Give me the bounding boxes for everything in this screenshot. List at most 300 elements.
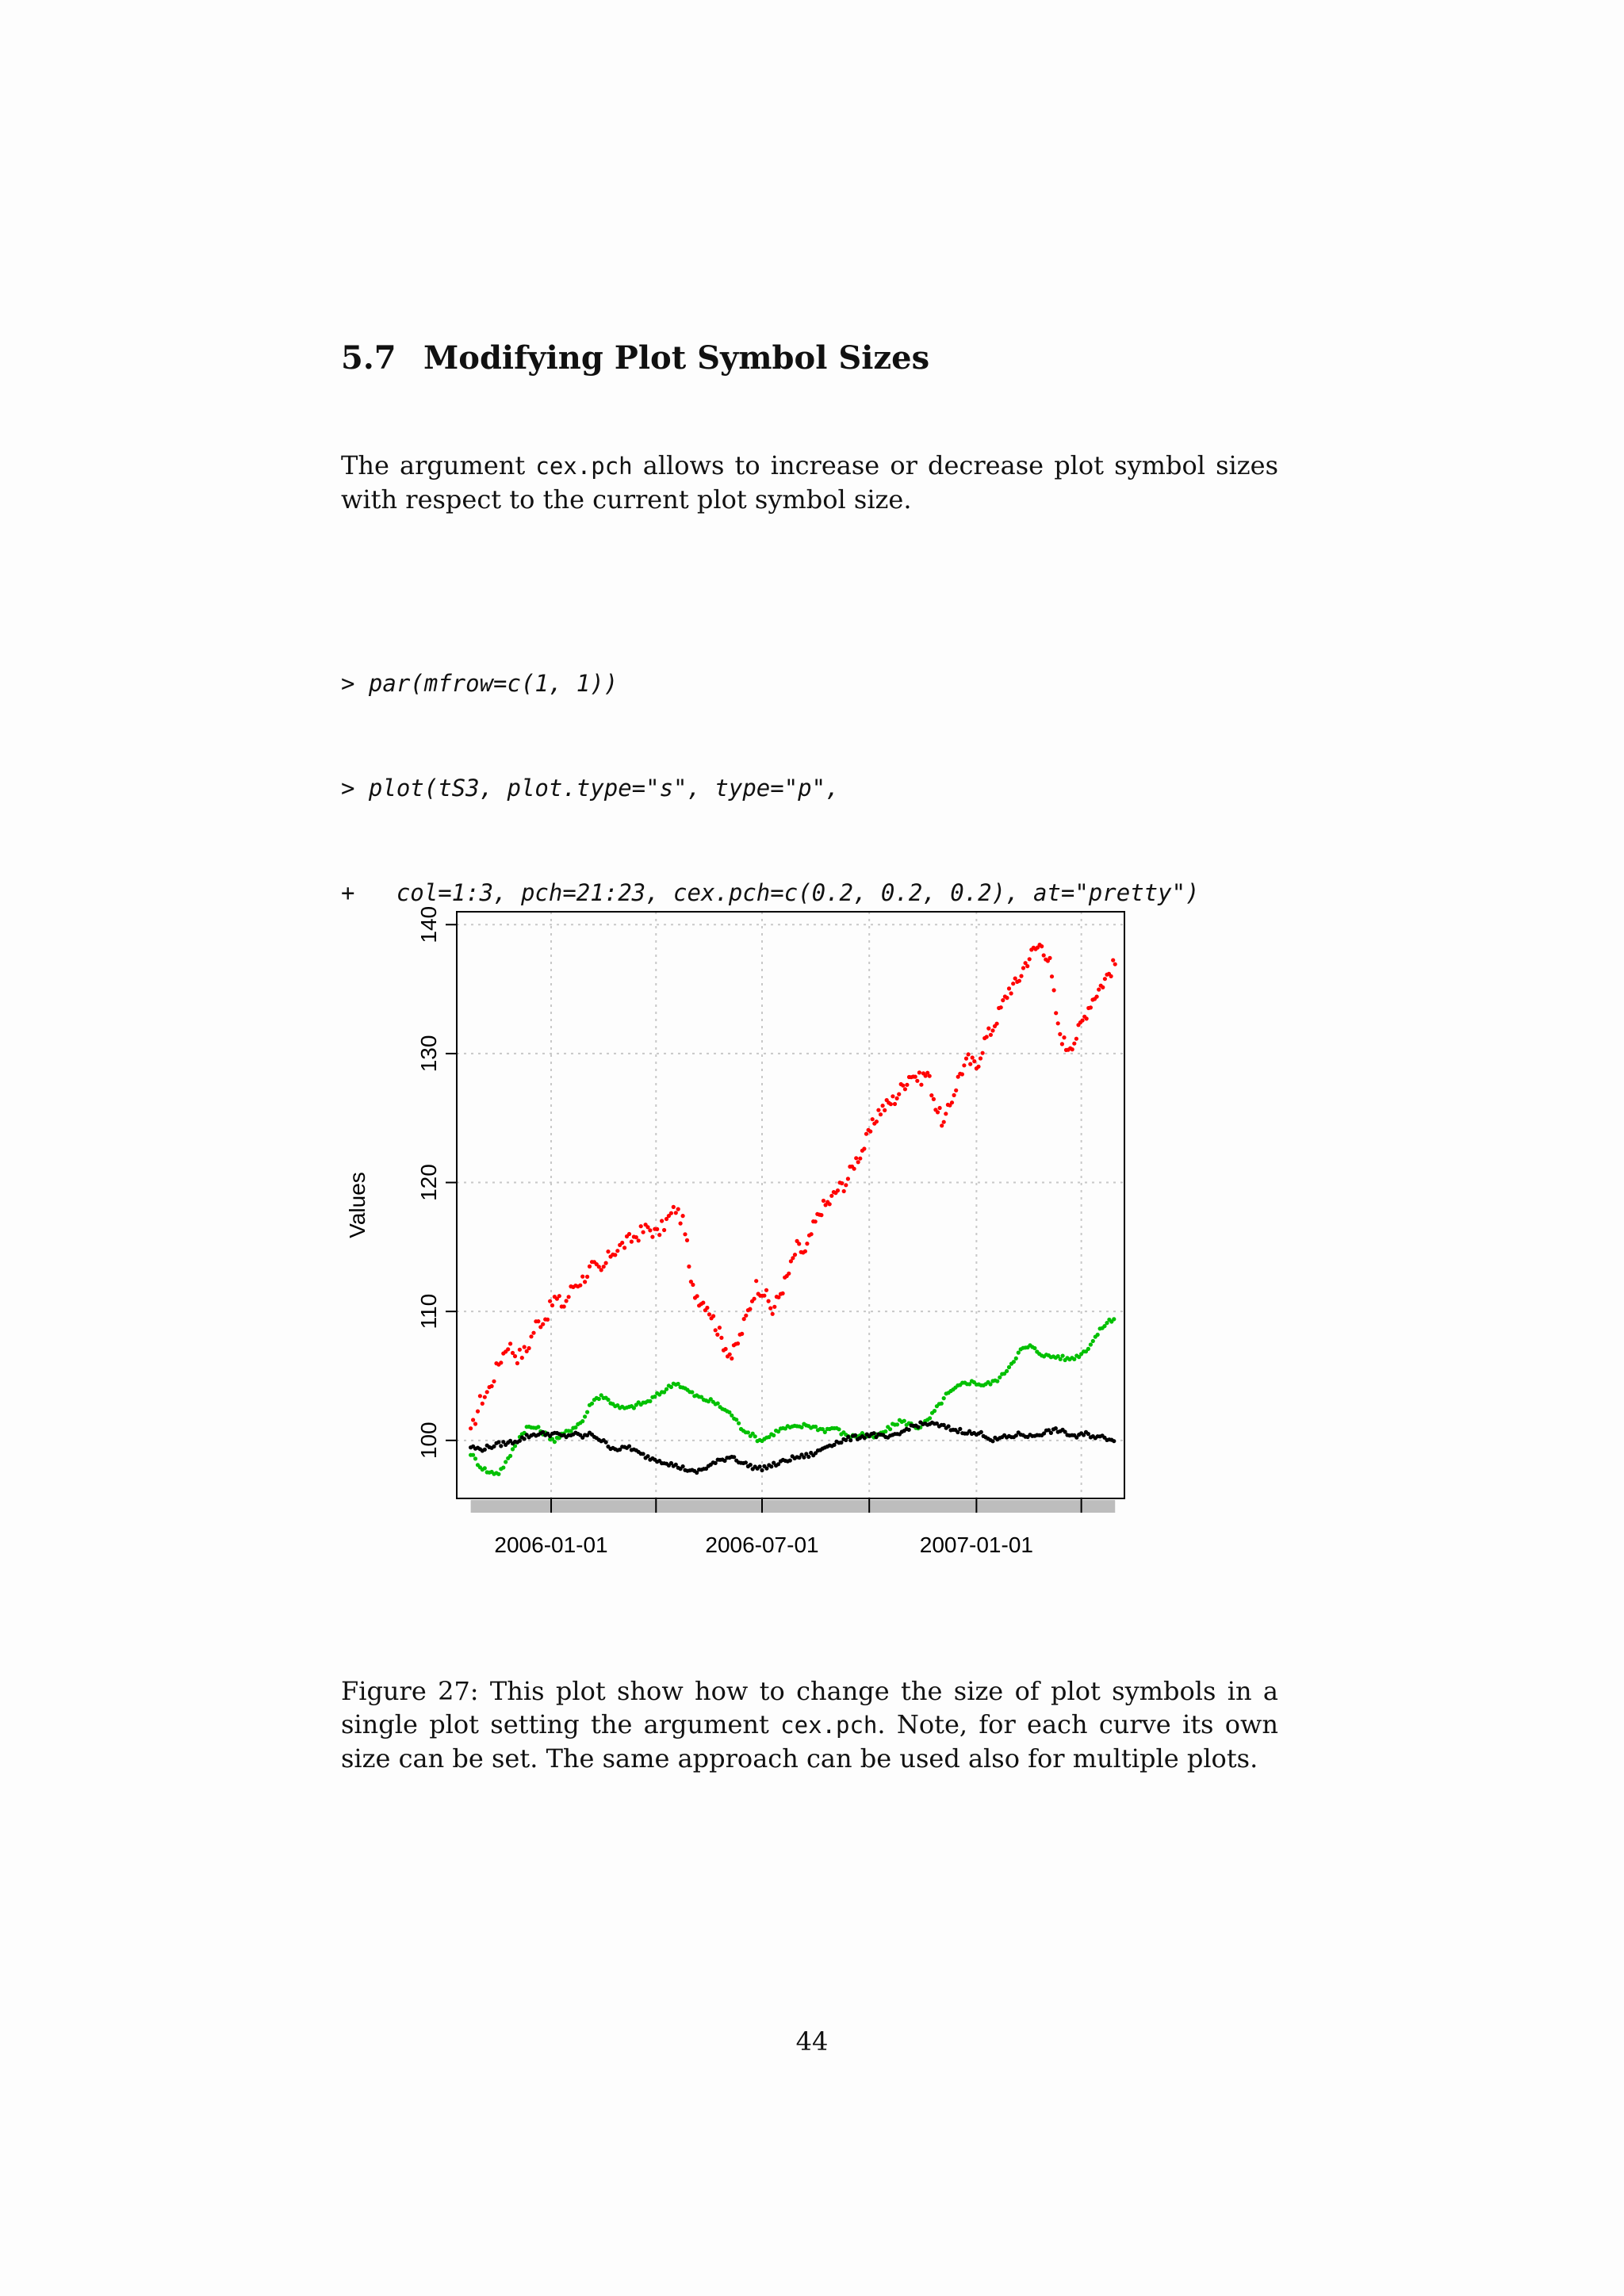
data-points <box>469 943 1117 1476</box>
x-tick-label: 2007-01-01 <box>919 1533 1033 1557</box>
data-point <box>868 1130 872 1134</box>
data-point <box>518 1348 522 1352</box>
data-point <box>691 1283 695 1287</box>
data-point <box>627 1445 631 1448</box>
y-tick-label: 130 <box>416 1035 441 1073</box>
data-point <box>1014 1357 1018 1360</box>
data-point <box>979 1430 983 1434</box>
y-tick-label: 100 <box>416 1422 441 1460</box>
data-point <box>872 1431 876 1435</box>
data-point <box>508 1341 512 1345</box>
data-point <box>685 1238 689 1242</box>
data-point <box>496 1440 500 1444</box>
data-point <box>604 1441 608 1445</box>
data-point <box>513 1354 517 1358</box>
data-point <box>797 1242 801 1246</box>
data-point <box>888 1427 892 1431</box>
data-point <box>602 1265 606 1269</box>
data-point <box>518 1439 522 1443</box>
data-point <box>915 1079 919 1083</box>
data-point <box>960 1072 964 1076</box>
y-axis-label: Values <box>345 1172 370 1238</box>
data-point <box>1058 1032 1062 1036</box>
data-point <box>496 1472 500 1476</box>
data-point <box>976 1065 980 1069</box>
data-point <box>787 1272 791 1276</box>
data-point <box>875 1119 879 1123</box>
data-point <box>546 1318 550 1322</box>
data-point <box>919 1083 923 1087</box>
data-point <box>523 1437 527 1441</box>
data-point <box>864 1132 868 1136</box>
data-point <box>681 1214 685 1218</box>
data-point <box>754 1279 758 1283</box>
data-point <box>810 1232 814 1236</box>
data-point <box>1012 1360 1016 1364</box>
y-tick-label: 140 <box>416 905 441 943</box>
data-point <box>1097 988 1101 992</box>
intro-text-after: allows to increase or decrease plot symbol sizes with respect to the current plot symbol size. <box>341 450 1279 515</box>
data-point <box>527 1346 531 1350</box>
data-point <box>590 1402 594 1406</box>
data-point <box>665 1387 668 1391</box>
data-point <box>1091 1339 1095 1343</box>
scatter-plot <box>333 888 1142 1586</box>
data-point <box>588 1265 592 1269</box>
x-tick-label: 2006-01-01 <box>494 1533 608 1557</box>
data-point <box>1028 957 1032 961</box>
y-tick-label: 120 <box>416 1164 441 1201</box>
section-heading <box>341 339 929 377</box>
data-point <box>819 1213 823 1217</box>
data-point <box>662 1228 666 1232</box>
data-point <box>473 1422 477 1425</box>
x-axis-calendar-band <box>471 1500 1116 1513</box>
data-point <box>1048 956 1051 960</box>
data-point <box>1060 1042 1064 1046</box>
data-point <box>764 1288 768 1292</box>
data-point <box>968 1062 972 1066</box>
data-point <box>585 1275 589 1279</box>
data-point <box>990 1439 994 1443</box>
x-tick-label: 2006-07-01 <box>705 1533 819 1557</box>
data-point <box>1054 1011 1058 1015</box>
data-point <box>902 1419 906 1423</box>
data-point <box>1005 996 1009 1000</box>
data-point <box>929 1093 933 1097</box>
data-point <box>772 1433 776 1437</box>
data-point <box>744 1314 748 1318</box>
data-point <box>905 1083 909 1087</box>
data-point <box>986 1027 990 1031</box>
data-point <box>895 1422 899 1426</box>
data-point <box>995 1380 999 1383</box>
data-point <box>829 1194 833 1198</box>
data-point <box>690 1390 694 1394</box>
data-point <box>707 1312 711 1316</box>
data-point <box>585 1410 589 1414</box>
data-point <box>730 1357 733 1360</box>
data-point <box>567 1295 571 1299</box>
data-point <box>1101 985 1105 989</box>
figure-caption <box>341 1674 1278 1775</box>
data-point <box>848 1438 852 1442</box>
data-point <box>648 1228 652 1232</box>
data-point <box>553 1440 557 1444</box>
data-point <box>846 1177 850 1181</box>
data-point <box>481 1402 485 1406</box>
data-point <box>718 1326 722 1330</box>
data-point <box>508 1454 512 1458</box>
data-point <box>669 1385 673 1389</box>
data-point <box>650 1235 654 1239</box>
data-point <box>940 1402 944 1406</box>
data-point <box>529 1334 533 1338</box>
data-point <box>764 1467 768 1471</box>
data-point <box>852 1167 856 1171</box>
section-number: 5.7 <box>341 339 396 377</box>
data-point <box>907 1428 911 1432</box>
caption-text-before: Figure 27: This plot show how to change the size of plot symbols in a single plot setting the argument <box>341 1676 1278 1739</box>
data-point <box>642 1452 645 1456</box>
data-point <box>695 1294 699 1298</box>
data-point <box>802 1456 806 1460</box>
data-point <box>1025 964 1029 968</box>
data-point <box>471 1453 475 1457</box>
data-point <box>854 1156 858 1160</box>
data-point <box>749 1463 753 1467</box>
data-point <box>711 1314 715 1318</box>
data-point <box>836 1188 840 1192</box>
data-point <box>679 1222 683 1226</box>
data-point <box>732 1455 736 1459</box>
data-point <box>837 1427 841 1431</box>
data-point <box>683 1232 687 1236</box>
data-point <box>634 1235 638 1239</box>
data-point <box>967 1052 971 1056</box>
data-point <box>674 1211 678 1215</box>
data-point <box>724 1347 728 1351</box>
data-point <box>772 1305 776 1309</box>
data-point <box>639 1224 643 1228</box>
data-point <box>853 1433 857 1437</box>
data-point <box>793 1253 797 1257</box>
data-point <box>737 1422 741 1425</box>
data-point <box>660 1219 664 1223</box>
data-point <box>768 1307 772 1311</box>
data-point <box>642 1230 645 1234</box>
data-point <box>653 1395 657 1399</box>
data-point <box>958 1427 962 1431</box>
data-point <box>714 1328 718 1332</box>
data-point <box>1017 1351 1021 1355</box>
data-point <box>806 1455 810 1459</box>
data-point <box>1019 974 1023 978</box>
data-point <box>897 1093 901 1096</box>
data-point <box>523 1345 527 1349</box>
data-point <box>769 1464 773 1468</box>
data-point <box>744 1460 748 1464</box>
data-point <box>936 1110 940 1114</box>
data-point <box>476 1410 480 1414</box>
data-point <box>981 1051 985 1055</box>
data-point <box>1059 1357 1063 1361</box>
data-point <box>578 1284 582 1288</box>
data-point <box>1074 1037 1078 1041</box>
data-point <box>580 1275 584 1279</box>
data-point <box>990 1028 994 1032</box>
data-point <box>506 1347 510 1351</box>
data-point <box>863 1436 867 1440</box>
data-point <box>483 1448 487 1452</box>
data-point <box>748 1307 752 1311</box>
data-point <box>714 1461 718 1465</box>
data-point <box>583 1280 587 1284</box>
data-point <box>478 1394 482 1398</box>
data-point <box>846 1435 850 1439</box>
page-number: 44 <box>795 2026 829 2057</box>
data-point <box>917 1070 921 1074</box>
data-point <box>630 1240 634 1244</box>
section-title: Modifying Plot Symbol Sizes <box>423 339 930 377</box>
data-point <box>531 1331 535 1335</box>
data-point <box>606 1398 610 1402</box>
data-point <box>803 1249 807 1253</box>
data-point <box>672 1205 676 1209</box>
data-point <box>1071 1047 1074 1051</box>
data-point <box>499 1444 503 1448</box>
data-point <box>548 1299 552 1303</box>
data-point <box>916 1425 920 1429</box>
data-point <box>492 1380 496 1383</box>
data-point <box>1103 977 1107 981</box>
data-point <box>606 1249 610 1253</box>
y-tick-label: 110 <box>416 1293 441 1330</box>
data-point <box>895 1096 899 1100</box>
data-point <box>676 1207 680 1211</box>
data-point <box>952 1093 956 1097</box>
data-point <box>655 1227 659 1231</box>
data-point <box>962 1063 966 1067</box>
data-point <box>822 1199 825 1203</box>
data-point <box>740 1332 744 1336</box>
data-point <box>536 1319 540 1323</box>
data-point <box>839 1441 843 1445</box>
data-point <box>687 1265 691 1269</box>
data-point <box>669 1211 673 1215</box>
data-point <box>501 1466 505 1470</box>
data-point <box>1113 962 1117 966</box>
intro-code: cex.pch <box>535 453 633 480</box>
data-point <box>781 1292 785 1295</box>
data-point <box>627 1232 631 1236</box>
data-point <box>928 1074 932 1078</box>
data-point <box>597 1397 601 1401</box>
data-point <box>879 1112 883 1116</box>
data-point <box>604 1261 608 1265</box>
data-point <box>471 1418 475 1422</box>
data-point <box>490 1384 494 1388</box>
data-point <box>1061 1354 1065 1358</box>
data-point <box>893 1102 897 1106</box>
data-point <box>613 1253 617 1257</box>
data-point <box>1049 1431 1053 1435</box>
data-point <box>998 1376 1002 1380</box>
data-point <box>645 1454 649 1458</box>
data-point <box>1050 974 1054 978</box>
data-point <box>760 1468 764 1472</box>
data-point <box>876 1108 880 1112</box>
data-point <box>928 1416 932 1420</box>
data-point <box>1054 1426 1058 1430</box>
data-point <box>565 1299 569 1303</box>
data-point <box>681 1464 685 1468</box>
data-point <box>1086 1347 1090 1351</box>
data-point <box>1007 1365 1011 1369</box>
data-point <box>985 1035 989 1039</box>
data-point <box>788 1459 792 1463</box>
data-point <box>1032 1346 1036 1350</box>
data-point <box>1095 995 1099 999</box>
data-point <box>944 1112 948 1115</box>
data-point <box>767 1299 771 1303</box>
data-point <box>485 1390 489 1394</box>
data-point <box>881 1104 885 1108</box>
data-point <box>954 1089 958 1093</box>
data-point <box>889 1102 893 1106</box>
data-point <box>942 1120 946 1124</box>
data-point <box>814 1425 818 1429</box>
data-point <box>828 1202 832 1206</box>
data-point <box>1089 1005 1093 1009</box>
data-point <box>871 1117 875 1121</box>
data-point <box>1007 986 1011 990</box>
data-point <box>620 1241 624 1245</box>
data-point <box>932 1097 936 1101</box>
data-point <box>701 1301 705 1305</box>
data-point <box>933 1409 936 1413</box>
data-point <box>580 1419 584 1423</box>
data-point <box>536 1425 540 1429</box>
data-point <box>657 1233 661 1237</box>
data-point <box>1056 1021 1060 1025</box>
data-point <box>753 1434 757 1438</box>
data-point <box>746 1430 750 1434</box>
data-point <box>914 1075 917 1079</box>
data-point <box>891 1094 894 1098</box>
data-point <box>715 1333 719 1337</box>
data-point <box>799 1425 803 1429</box>
data-point <box>950 1100 954 1104</box>
data-point <box>1072 1042 1076 1046</box>
data-point <box>856 1160 860 1164</box>
grid <box>457 912 1124 1498</box>
data-point <box>762 1294 766 1298</box>
data-point <box>728 1353 732 1357</box>
data-point <box>736 1341 740 1345</box>
data-point <box>979 1056 982 1060</box>
data-point <box>1112 1439 1116 1443</box>
data-point <box>758 1464 762 1468</box>
data-point <box>1009 991 1013 995</box>
data-point <box>716 1402 720 1406</box>
data-point <box>1017 979 1021 983</box>
data-point <box>903 1087 907 1091</box>
code-line: + col=1:3, pch=21:23, cex.pch=c(0.2, 0.2, 0.2), at="pretty") <box>341 879 1200 906</box>
data-point <box>1052 988 1056 992</box>
data-point <box>972 1059 976 1063</box>
data-point <box>999 1005 1003 1009</box>
data-point <box>583 1414 587 1418</box>
data-point <box>1086 1432 1090 1436</box>
data-point <box>771 1312 775 1316</box>
data-point <box>515 1361 519 1365</box>
caption-code: cex.pch <box>780 1712 878 1739</box>
data-point <box>971 1055 975 1059</box>
data-point <box>622 1246 626 1249</box>
data-point <box>1089 1342 1093 1346</box>
data-point <box>1040 944 1044 948</box>
data-point <box>989 1033 993 1037</box>
code-line: > par(mfrow=c(1, 1)) <box>341 670 619 697</box>
data-point <box>883 1108 887 1112</box>
data-point <box>499 1360 503 1364</box>
data-point <box>883 1429 887 1433</box>
data-point <box>469 1426 473 1430</box>
data-point <box>1112 1317 1116 1321</box>
data-point <box>1021 966 1025 970</box>
data-point <box>550 1303 554 1307</box>
data-point <box>719 1336 723 1340</box>
data-point <box>964 1057 968 1061</box>
data-point <box>1072 1357 1076 1361</box>
data-point <box>648 1399 652 1403</box>
data-point <box>1062 1035 1066 1039</box>
data-point <box>483 1466 487 1470</box>
data-point <box>840 1181 844 1185</box>
data-point <box>844 1183 848 1187</box>
data-point <box>734 1418 738 1422</box>
data-point <box>1096 1333 1100 1337</box>
data-point <box>901 1084 905 1088</box>
data-point <box>637 1238 641 1242</box>
data-point <box>483 1395 487 1399</box>
data-point <box>995 1022 999 1026</box>
data-point <box>705 1306 709 1310</box>
data-point <box>541 1322 545 1326</box>
data-point <box>562 1304 566 1308</box>
data-point <box>615 1249 619 1253</box>
data-point <box>599 1268 603 1272</box>
data-point <box>1042 953 1046 957</box>
data-point <box>842 1189 846 1193</box>
data-point <box>1085 1016 1089 1020</box>
data-point <box>753 1297 756 1301</box>
caption-text-after: . Note, for each curve its own size can be set. The same approach can be used also for multiple plots. <box>341 1709 1279 1774</box>
data-point <box>947 1424 951 1428</box>
intro-paragraph <box>341 449 1278 516</box>
data-point <box>940 1123 944 1127</box>
plot-frame <box>457 912 1124 1498</box>
code-line: > plot(tS3, plot.type="s", type="p", <box>341 775 840 802</box>
data-point <box>938 1106 942 1110</box>
data-point <box>1005 1369 1009 1373</box>
data-point <box>557 1294 561 1298</box>
data-point <box>805 1242 809 1246</box>
data-point <box>942 1396 946 1400</box>
data-point <box>862 1146 866 1150</box>
data-point <box>1011 982 1015 985</box>
